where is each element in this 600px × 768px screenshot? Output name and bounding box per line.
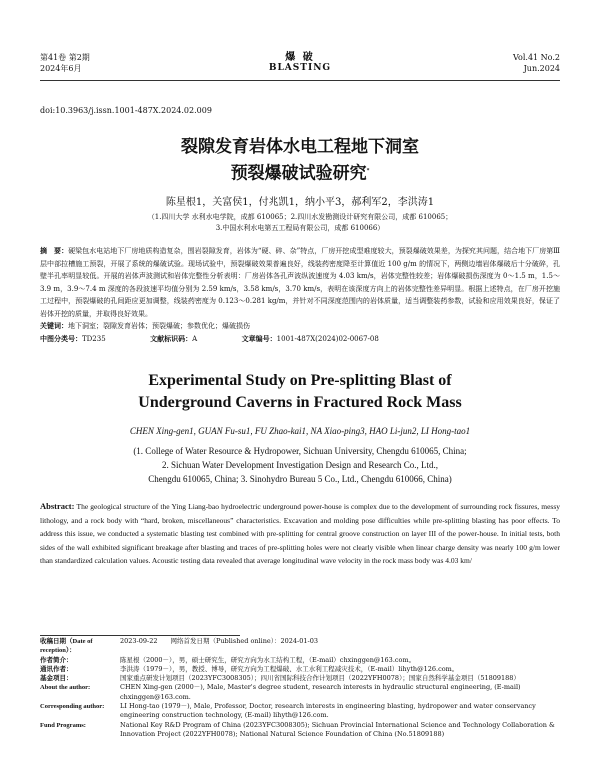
volume-issue: 第41卷 第2期 [40, 53, 90, 62]
footnote-author-en [40, 683, 560, 702]
footnote-fund-cn [40, 674, 560, 683]
affiliations-en [40, 444, 560, 486]
footnote-label: Fund Programs: [40, 721, 86, 729]
doc-code-value: A [192, 334, 198, 343]
keywords-cn [40, 320, 560, 333]
authors-cn: 陈星根1，关富侯1，付兆凯1，纳小平3，郝利军2，李洪涛1 [165, 197, 435, 208]
title-cn-line2: 预裂爆破试验研究 [230, 163, 367, 184]
classification-line [40, 333, 560, 346]
journal-name-cn: 爆 破 [285, 52, 315, 63]
footnote-rule [40, 635, 240, 636]
footnote-corresponding-cn [40, 665, 560, 674]
footnote-value: National Key R&D Program of China (2023YFC3008305); Sichuan Provincial International Science and Technology Collaboration & Innovation Project (2022YFH0078); National Natural Science Foundation of China (No.51809188) [120, 720, 555, 738]
footnote-corresponding-en [40, 702, 560, 721]
footnote-label: 作者简介： [40, 656, 73, 664]
abstract-en [40, 500, 560, 568]
title-en-line2: Underground Caverns in Fractured Rock Mass [138, 394, 462, 411]
authors-en: CHEN Xing-gen1, GUAN Fu-su1, FU Zhao-kai1, NA Xiao-ping3, HAO Li-jun2, LI Hong-tao1 [129, 426, 471, 436]
doc-code-label: 文献标识码： [150, 334, 193, 343]
affiliations-cn [40, 212, 560, 234]
title-cn-line2-wrap [40, 159, 560, 186]
header-rule [40, 80, 560, 81]
journal-name-en: BLASTING [268, 63, 332, 73]
footnote-label: Corresponding author: [40, 703, 105, 711]
journal-name [40, 52, 560, 74]
footnote-label: About the author: [40, 684, 91, 692]
abstract-cn-text: 硬梁包水电站地下厂房地质构造复杂，围岩裂隙发育，岩体为“硬、碎、杂”特点，厂房开挖成型难度较大，预裂爆破效果差，为探究其问题，结合地下厂房第Ⅲ层中部拉槽施工预裂，开展了系统的爆破试验。现场试验中，预裂爆破效果普遍良好，线装药密度降至计算值近 100 g/m 的情况下，两侧边墙岩体爆破后十分破碎，孔壁半孔率明显较低。开展的岩体声波测试和岩体完整性分析表明：厂房岩体各孔声波纵波速度为 4.03 km/s，岩体完整性较差；岩体爆破损伤深度为 0～1.5 m，1.5～3.9 m，3.9～7.4 m 深度的各段波速平均值分别为 2.59 km/s，3.58 km/s，3.70 km/s，表明在该深度方向上的岩体完整性差异明显。根据上述特点，在厂房开挖施工过程中，预裂爆破的孔间距应更加调整，线装药密度为 0.123～0.281 kg/m，并针对不同深度范围内的岩体质量，适当调整装药参数，试验和应用效果良好，保证了岩体开挖的质量，并取得良好效果。 [40, 247, 561, 318]
article-no-label: 文章编号： [241, 334, 277, 343]
footnote-label: 基金项目： [40, 675, 73, 683]
footnote-value: LI Hong-tao (1979－), Male, Professor, Doctor, research interests in engineering blasting, hydropower and water conservancy engineering construction technology, (E-mail) lihyth@126.com. [120, 702, 536, 720]
title-footnote-mark: * [366, 168, 370, 174]
footnote-value: 2023-09-22 网络首发日期（Published online）：2024-01-03 [120, 637, 318, 645]
affiliation-en-line1: (1. College of Water Resource & Hydropower, Sichuan University, Chengdu 610065, China; [133, 446, 467, 456]
footnote-received [40, 637, 560, 656]
affiliation-cn-line2: 3.中国水利水电第五工程局有限公司，成都 610066） [215, 224, 385, 232]
footnote-fund-en [40, 721, 560, 740]
issue-date-en: Jun.2024 [523, 64, 560, 73]
abstract-cn-body [40, 245, 560, 320]
footnote-value: 李洪涛（1979－），男，教授、博导，研究方向为工程爆破、水工水利工程减灾技术，（E-mail）lihyth@126.com。 [120, 664, 459, 673]
footnote-author-cn [40, 656, 560, 665]
abstract-en-label: Abstract: [40, 501, 75, 511]
abstract-en-text: The geological structure of the Ying Liang-bao hydroelectric underground power-house is complex due to the development of surrounding rock fissures, messy lithology, and a rock body with “hard, broken, miscellaneous” characteristics. Excavation and molding pose difficulties while pre-splitting blasting has poor effects. To address this issue, we conducted a systematic blasting test combined with pre-splitting for central groove construction on layer III of the power-house. In initial tests, both sides of the wall exhibited significant breakage after blasting and traces of pre-splitting holes were not clearly visible when linear charge density was nearly 100 g/m lower than standardized calculation values. Acoustic testing data revealed that average longitudinal wave velocity in the rock mass body was 4.03 km/ [40, 502, 561, 566]
footnote-value: 陈星根（2000－），男，硕士研究生，研究方向为水工结构工程，（E-mail）chxinggen@163.com。 [120, 655, 416, 664]
footnote-label: 收稿日期（Date of reception）： [40, 638, 93, 655]
title-cn-line1: 裂隙发育岩体水电工程地下洞室 [181, 137, 419, 157]
footnotes [40, 637, 560, 739]
title-en [40, 370, 560, 414]
clc-value: TD235 [82, 334, 106, 343]
footnote-value: 国家重点研发计划项目（2023YFC3008305）；四川省国际科技合作计划项目（2022YFH0078）；国家自然科学基金项目（51809188） [120, 674, 520, 683]
footnote-label: 通讯作者： [40, 665, 73, 673]
affiliation-cn-line1: （1.四川大学 水利水电学院，成都 610065；2.四川水发勘测设计研究有限公司，成都 610065； [147, 213, 453, 221]
issue-date: 2024年6月 [40, 64, 82, 73]
issue-info-en [513, 52, 560, 74]
affiliation-en-line2: 2. Sichuan Water Development Investigation Design and Research Co., Ltd., [161, 460, 439, 470]
footnote-value: CHEN Xing-gen (2000－), Male, Master's degree student, research interests in hydraulic structural engineering, (E-mail) chxinggen@163.com. [120, 683, 521, 701]
clc-label: 中图分类号： [40, 334, 82, 343]
abstract-cn-label: 摘 要： [40, 247, 69, 255]
title-en-line1: Experimental Study on Pre-splitting Blast of [148, 372, 452, 389]
doi[interactable]: doi:10.3963/j.issn.1001-487X.2024.02.009 [40, 106, 212, 115]
article-no-value: 1001-487X(2024)02-0067-08 [276, 334, 379, 343]
title-cn [40, 135, 560, 186]
abstract-cn [40, 245, 560, 345]
affiliation-en-line3: Chengdu 610065, China; 3. Sinohydro Bureau 5 Co., Ltd., Chengdu 610066, China) [148, 474, 452, 484]
keywords-cn-label: 关键词： [40, 322, 68, 330]
volume-issue-en: Vol.41 No.2 [513, 53, 560, 62]
keywords-cn-text: 地下洞室；裂隙发育岩体；预裂爆破；参数优化；爆破损伤 [68, 322, 250, 330]
